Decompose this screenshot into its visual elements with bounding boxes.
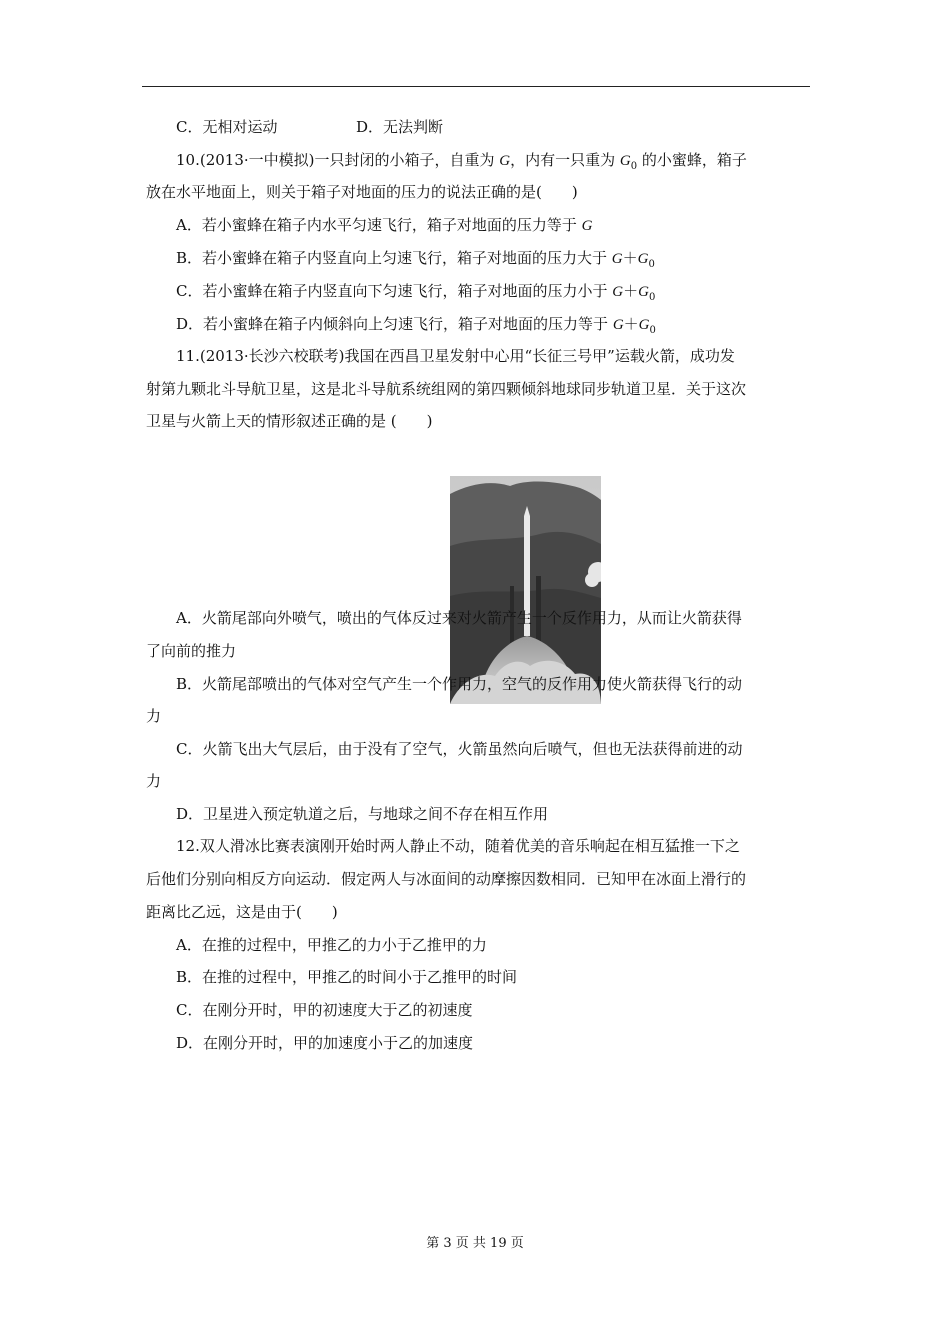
q10-stem-line-1: 10.(2013·一中模拟)一只封闭的小箱子，自重为 G，内有一只重为 $G_0$ 的小蜜蜂，箱子 [176, 151, 747, 172]
q12-stem-line-3: 距离比乙远，这是由于( ) [146, 903, 338, 921]
q12-option-d: D．在刚分开时，甲的加速度小于乙的加速度 [176, 1034, 474, 1052]
q10-option-d: D．若小蜜蜂在箱子内倾斜向上匀速飞行，箱子对地面的压力等于 $G+G_0$ [176, 315, 656, 336]
q11-stem-line-1: 11.(2013·长沙六校联考)我国在西昌卫星发射中心用“长征三号甲”运载火箭，成功发 [176, 347, 735, 365]
page-footer: 第 3 页 共 19 页 [426, 1236, 524, 1251]
q10-option-b: B．若小蜜蜂在箱子内竖直向上匀速飞行，箱子对地面的压力大于 $G+G_0$ [176, 249, 655, 270]
q11-option-a-line-2: 了向前的推力 [146, 642, 237, 660]
q12-option-b: B．在推的过程中，甲推乙的时间小于乙推甲的时间 [176, 968, 518, 986]
q12-stem-line-2: 后他们分别向相反方向运动．假定两人与冰面间的动摩擦因数相同．已知甲在冰面上滑行的 [146, 870, 747, 888]
q11-option-b-line-1: B．火箭尾部喷出的气体对空气产生一个作用力，空气的反作用力使火箭获得飞行的动 [176, 675, 743, 693]
q11-option-c-line-1: C．火箭飞出大气层后，由于没有了空气，火箭虽然向后喷气，但也无法获得前进的动 [176, 740, 743, 758]
header-rule [142, 86, 810, 87]
rocket-launch-photo [450, 476, 601, 704]
q12-option-a: A．在推的过程中，甲推乙的力小于乙推甲的力 [176, 936, 487, 954]
q11-stem-line-2: 射第九颗北斗导航卫星，这是北斗导航系统组网的第四颗倾斜地球同步轨道卫星．关于这次 [146, 380, 747, 398]
q11-option-b-line-2: 力 [146, 707, 162, 725]
q9-option-d: D．无法判断 [356, 118, 444, 136]
q11-stem-line-3: 卫星与火箭上天的情形叙述正确的是 ( ) [146, 412, 433, 430]
q10-stem-line-2: 放在水平地面上，则关于箱子对地面的压力的说法正确的是( ) [146, 183, 578, 201]
q10-option-a: A．若小蜜蜂在箱子内水平匀速飞行，箱子对地面的压力等于 G [176, 216, 593, 234]
q11-option-a-line-1: A．火箭尾部向外喷气，喷出的气体反过来对火箭产生一个反作用力，从而让火箭获得 [176, 609, 742, 627]
q10-option-c: C．若小蜜蜂在箱子内竖直向下匀速飞行，箱子对地面的压力小于 $G+G_0$ [176, 282, 656, 303]
q12-option-c: C．在刚分开时，甲的初速度大于乙的初速度 [176, 1001, 473, 1019]
rocket-launch-illustration [450, 476, 601, 704]
q11-option-d: D．卫星进入预定轨道之后，与地球之间不存在相互作用 [176, 805, 549, 823]
q9-option-c: C．无相对运动 [176, 118, 278, 136]
q11-option-c-line-2: 力 [146, 772, 162, 790]
q12-stem-line-1: 12.双人滑冰比赛表演刚开始时两人静止不动，随着优美的音乐响起在相互猛推一下之 [176, 837, 740, 855]
